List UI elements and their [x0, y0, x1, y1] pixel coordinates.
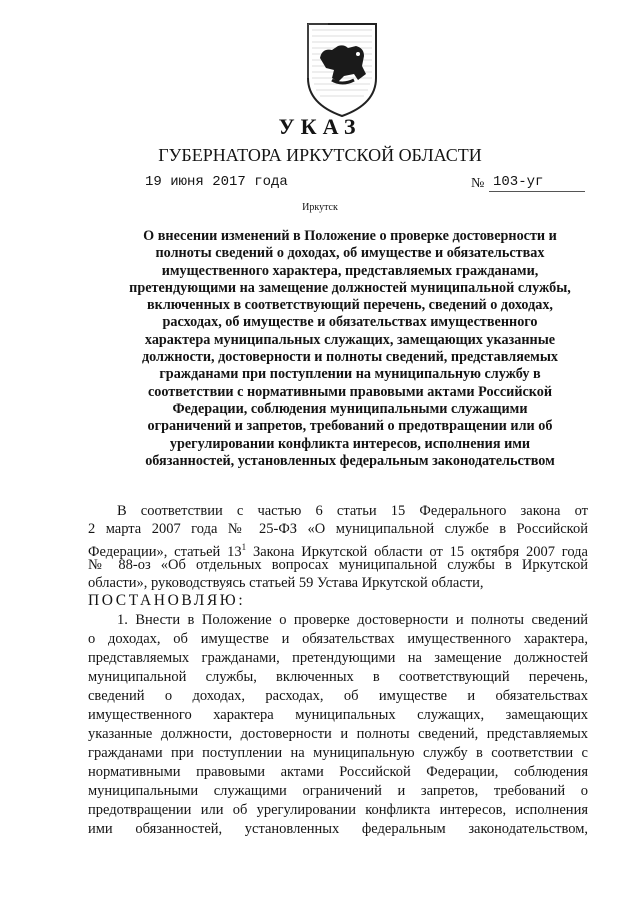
body-line: 2 марта 2007 года № 25-ФЗ «О муниципальной службе в Российской [88, 521, 588, 537]
body-line: № 88-оз «Об отдельных вопросах муниципальной службы в Иркутской [88, 557, 588, 573]
paragraph-1-line: муниципальной службы, включенных в соответствующий перечень, [88, 669, 588, 685]
paragraph-1-line: 1. Внести в Положение о проверке достоверности и полноты сведений [117, 612, 588, 628]
body-text: Закона Иркутской области от 15 октября 2007 года [246, 544, 588, 560]
city-label: Иркутск [302, 202, 338, 213]
document-type-title: УКАЗ [278, 114, 362, 139]
heading-line: включенных в соответствующий перечень, сведений о доходах, [147, 297, 553, 314]
paragraph-1-line: гражданами при поступлении на муниципальную службу в соответствии с [88, 745, 588, 761]
coat-of-arms-emblem [298, 20, 386, 120]
number-underline [489, 191, 585, 192]
paragraph-1-line: о доходах, об имуществе и обязательствах имущественного характера, [88, 631, 588, 647]
article-superscript: 1 [241, 542, 247, 552]
paragraph-1-line: представляемых гражданами, претендующими на замещение должностей [88, 650, 588, 666]
heading-line: Федерации, соблюдения муниципальными служащими [172, 400, 528, 417]
heading-line: О внесении изменений в Положение о проверке достоверности и [143, 228, 557, 244]
paragraph-1-line: предотвращении или об урегулировании конфликта интересов, исполнения [88, 802, 588, 818]
heading-line: ограничений и запретов, требований о предотвращении или об [147, 418, 553, 435]
paragraph-1-line: указанные должности, достоверности и полноты сведений, представляемых [88, 726, 588, 742]
decree-number: 103-уг [493, 174, 544, 190]
issuer-title: ГУБЕРНАТОРА ИРКУТСКОЙ ОБЛАСТИ [158, 145, 482, 165]
number-sign: № [471, 176, 485, 191]
heading-line: имущественного характера, представляемых гражданами, [161, 262, 539, 279]
decree-heading [120, 228, 580, 470]
heading-line: характера муниципальных служащих, замещающих указанные [144, 331, 556, 348]
paragraph-1-line: муниципальными служащими ограничений и запретов, требований о [88, 783, 588, 799]
heading-line: должности, достоверности и полноты сведений, представляемых [141, 349, 559, 366]
heading-line: соответствии с нормативными правовыми актами Российской [147, 383, 553, 400]
decree-word: ПОСТАНОВЛЯЮ: [88, 592, 246, 609]
heading-line: урегулировании конфликта интересов, исполнения ими [169, 435, 531, 452]
heading-line: претендующими на замещение должностей муниципальной службы, [129, 279, 571, 296]
decree-date: 19 июня 2017 года [145, 174, 288, 190]
heading-line: расходах, об имуществе и обязательствах имущественного [162, 314, 538, 331]
heading-line: обязанностей, установленных федеральным законодательством [145, 452, 555, 469]
body-line: области», руководствуясь статьей 59 Устава Иркутской области, [88, 575, 484, 591]
paragraph-1-line: имущественного характера муниципальных служащих, замещающих [88, 707, 588, 723]
paragraph-1-line: ими обязанностей, установленных федеральным законодательством, [88, 821, 588, 837]
paragraph-1-line: сведений о доходах, расходах, об имуществе и обязательствах [88, 688, 588, 704]
heading-line: гражданами при поступлении на муниципальную службу в [159, 366, 541, 383]
body-text: Федерации», статьей 13 [88, 544, 242, 560]
paragraph-1-line: нормативными правовыми актами Российской Федерации, соблюдения [88, 764, 588, 780]
body-line: В соответствии с частью 6 статьи 15 Федерального закона от [117, 503, 588, 519]
heading-line: полноты сведений о доходах, об имуществе и обязательствах [155, 245, 545, 262]
